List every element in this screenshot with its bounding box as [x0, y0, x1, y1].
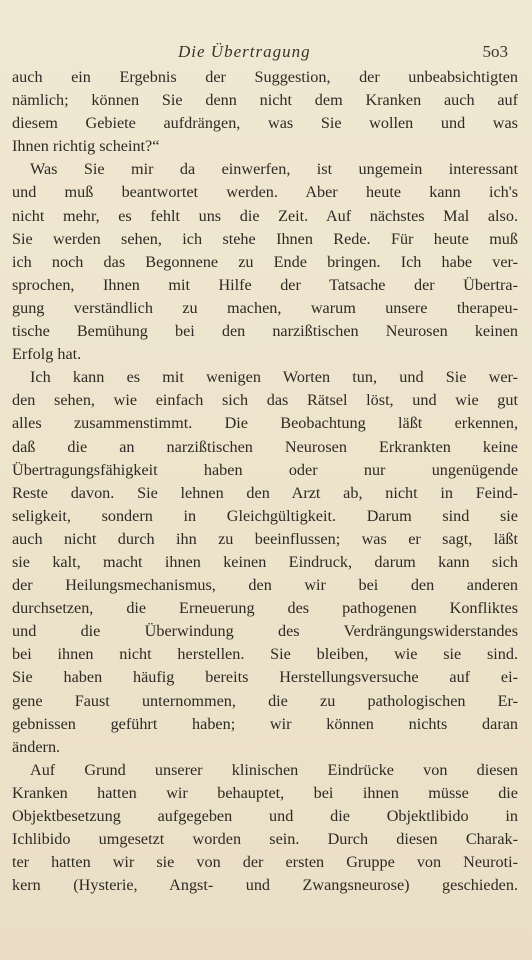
text-line: Sie werden sehen, ich stehe Ihnen Rede. Für heute muß — [12, 229, 518, 248]
paragraph-2 — [12, 158, 518, 366]
text-line: Auf Grund unserer klinischen Eindrücke von diesen — [30, 760, 518, 779]
text-line: seligkeit, sondern in Gleichgültigkeit. Darum sind sie — [12, 506, 518, 525]
paragraph-1 — [12, 66, 518, 158]
text-line: der Heilungsmechanismus, den wir bei den anderen — [12, 576, 518, 595]
text-line: Erfolg hat. — [12, 345, 82, 364]
text-line: ter hatten wir sie von der ersten Gruppe von Neuroti- — [12, 853, 518, 872]
text-line: bei ihnen nicht herstellen. Sie bleiben, wie sie sind. — [12, 645, 518, 664]
paragraph-4 — [12, 759, 518, 898]
text-line: daß die an narzißtischen Neurosen Erkrankten keine — [12, 437, 518, 456]
text-line: Objektbesetzung aufgegeben und die Objektlibido in — [12, 807, 518, 825]
text-line: nämlich; können Sie denn nicht dem Kranken auch auf — [12, 91, 518, 110]
text-line: auch nicht durch ihn zu beeinflussen; was er sagt, läßt — [12, 529, 518, 548]
running-title: Die Übertragung — [178, 42, 311, 61]
text-line: Kranken hatten wir behauptet, bei ihnen müsse die — [12, 783, 518, 802]
body-text — [12, 66, 518, 897]
text-line: und muß beantwortet werden. Aber heute kann ich's — [12, 183, 518, 202]
text-line: Was Sie mir da einwerfen, ist ungemein interessant — [30, 160, 518, 179]
text-line: diesem Gebiete aufdrängen, was Sie wollen und was — [12, 114, 518, 133]
page-number: 5o3 — [482, 42, 508, 61]
text-line: nicht mehr, es fehlt uns die Zeit. Auf nächstes Mal also. — [12, 206, 518, 225]
text-line: durchsetzen, die Erneuerung des pathogenen Konfliktes — [12, 599, 518, 618]
page-header — [14, 42, 518, 66]
text-line: Ichlibido umgesetzt worden sein. Durch diesen Charak- — [12, 830, 518, 849]
text-line: Ich kann es mit wenigen Worten tun, und Sie wer- — [30, 368, 518, 387]
text-line: Sie haben häufig bereits Herstellungsversuche auf ei- — [12, 668, 518, 687]
text-line: alles zusammenstimmt. Die Beobachtung läßt erkennen, — [12, 414, 518, 433]
text-line: Reste davon. Sie lehnen den Arzt ab, nicht in Feind- — [12, 483, 518, 502]
paragraph-3 — [12, 366, 518, 759]
text-line: den sehen, wie einfach sich das Rätsel löst, und wie gut — [12, 391, 518, 410]
text-line: ich noch das Begonnene zu Ende bringen. Ich habe ver- — [12, 252, 518, 271]
text-line: Ihnen richtig scheint?“ — [12, 137, 160, 156]
text-line: auch ein Ergebnis der Suggestion, der unbeabsichtigten — [12, 68, 518, 86]
text-line: gene Faust unternommen, die zu pathologischen Er- — [12, 691, 518, 710]
text-line: und die Überwindung des Verdrängungswiderstandes — [12, 622, 518, 641]
text-line: ändern. — [12, 737, 61, 756]
text-line: sprochen, Ihnen mit Hilfe der Tatsache der Übertra- — [12, 275, 518, 294]
text-line: Übertragungsfähigkeit haben oder nur ungenügende — [12, 460, 518, 479]
text-line: kern (Hysterie, Angst- und Zwangsneurose) geschieden. — [12, 876, 518, 895]
text-line: gebnissen geführt haben; wir können nichts daran — [12, 714, 518, 733]
text-line: gung verständlich zu machen, warum unsere therapeu- — [12, 298, 518, 317]
text-line: sie kalt, macht ihnen keinen Eindruck, darum kann sich — [12, 552, 518, 571]
text-line: tische Bemühung bei den narzißtischen Neurosen keinen — [12, 322, 518, 341]
